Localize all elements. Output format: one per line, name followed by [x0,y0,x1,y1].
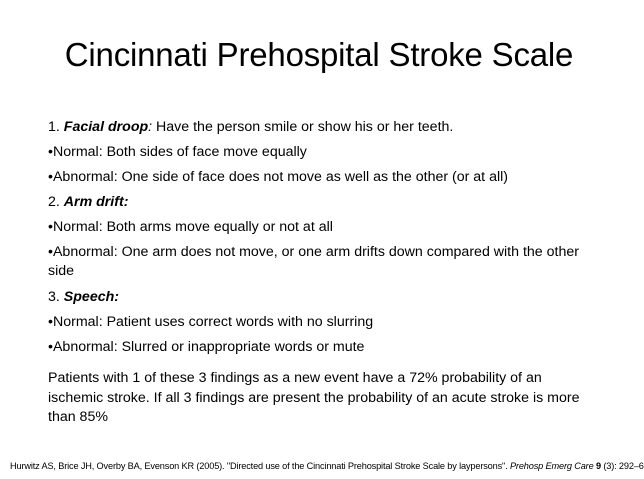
abnormal-item [48,338,588,357]
abnormal-text: Abnormal: One arm does not move, or one arm drifts down compared with the other side [48,244,579,279]
section-number: 2. [48,194,60,210]
section-arm-drift [48,193,588,212]
normal-text: Normal: Both arms move equally or not at all [52,219,333,235]
normal-item [48,218,588,237]
section-facial-droop [48,118,588,137]
normal-text: Normal: Both sides of face move equally [52,144,307,160]
bullet: • [48,244,53,260]
bullet: • [48,144,53,160]
citation-pages: (3): 292–6 [600,461,644,471]
citation-authors: Hurwitz AS, Brice JH, Overby BA, Evenson KR (2005). "Directed use of the Cincinnati Prehospital Stroke Scale by laypersons". [10,461,510,471]
probability-summary: Patients with 1 of these 3 findings as a new event have a 72% probability of an ischemic stroke. If all 3 findings are present the probability of an acute stroke is more than 85% [48,370,580,425]
citation [10,461,644,471]
section-heading: Arm drift: [63,194,129,210]
section-heading: Speech: [63,289,119,305]
section-speech [48,288,588,307]
slide-title: Cincinnati Prehospital Stroke Scale [64,36,574,73]
abnormal-text: Abnormal: Slurred or inappropriate words or mute [52,339,365,355]
abnormal-item [48,243,588,281]
normal-item [48,313,588,332]
section-number: 1. [48,119,60,135]
normal-text: Normal: Patient uses correct words with no slurring [52,314,374,330]
heading-colon: : [148,119,153,135]
section-number: 3. [48,289,60,305]
abnormal-item [48,168,588,187]
citation-volume: 9 [595,461,601,471]
bullet: • [48,169,53,185]
normal-item [48,143,588,162]
bullet: • [48,339,53,355]
section-description: Have the person smile or show his or her teeth. [152,119,454,135]
scale-criteria [48,118,588,363]
section-heading: Facial droop [63,119,149,135]
bullet: • [48,219,53,235]
citation-journal: Prehosp Emerg Care [509,461,594,471]
bullet: • [48,314,53,330]
abnormal-text: Abnormal: One side of face does not move as well as the other (or at all) [52,169,508,185]
